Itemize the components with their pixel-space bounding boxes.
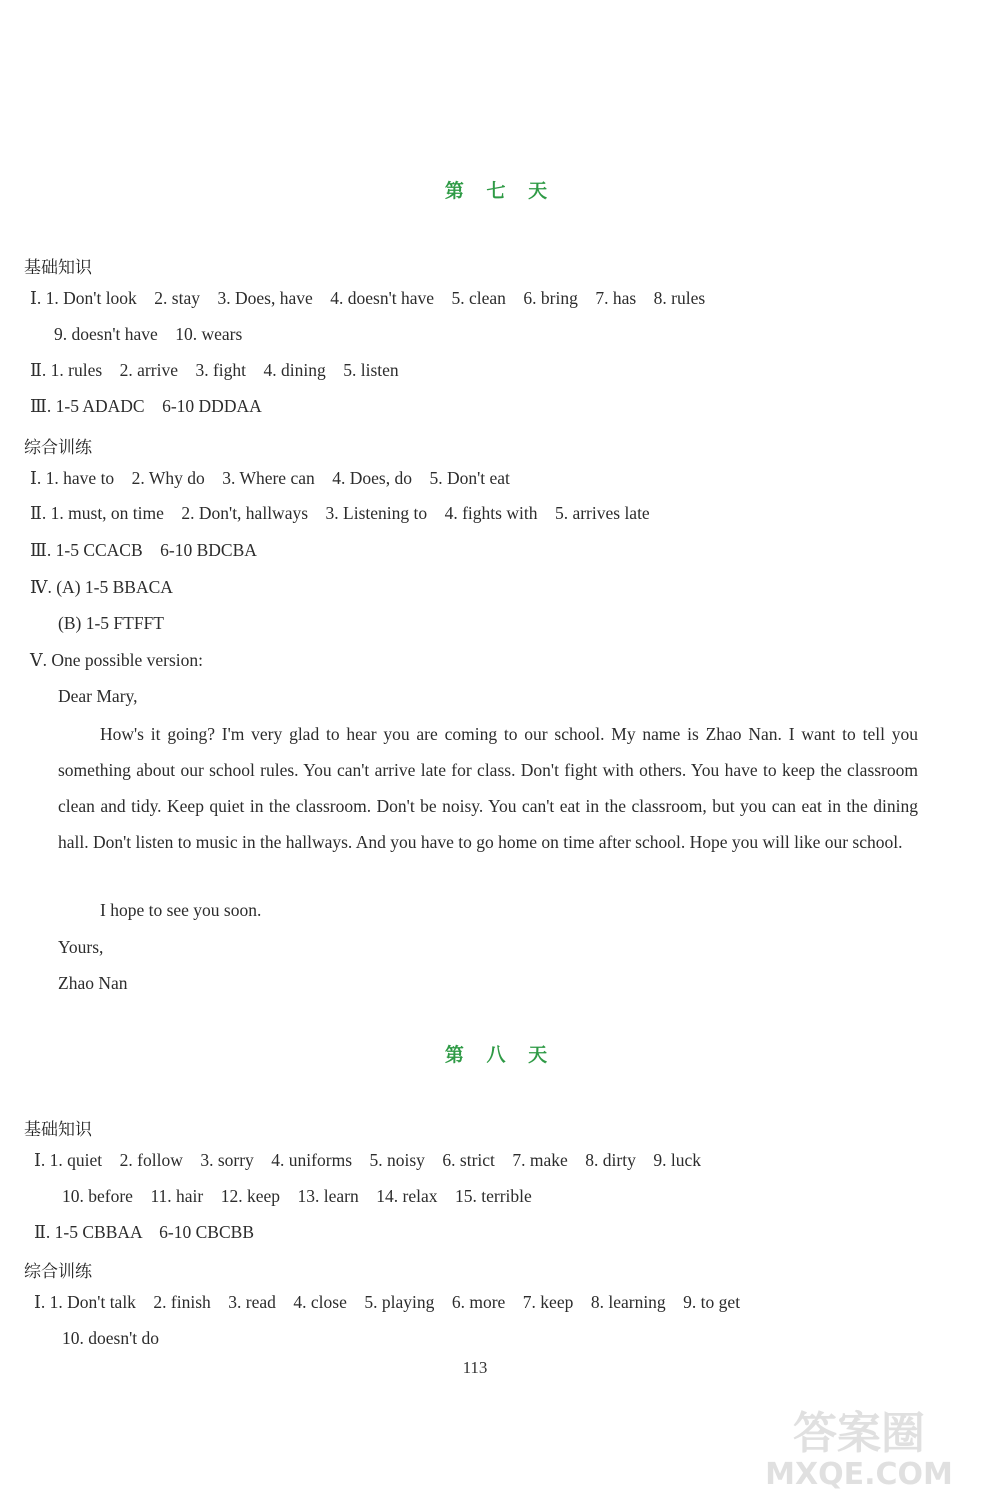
day7-title: 第 七 天 [444, 180, 556, 202]
day7-comp-line-3: Ⅲ. 1-5 CCACB 6-10 BDCBA [30, 540, 257, 560]
letter-closing-line: I hope to see you soon. [100, 900, 262, 920]
letter-body-text: How's it going? I'm very glad to hear you are coming to our school. My name is Zhao Nan. I want to tell you something about our school rules. You can't arrive late for class. Don't fight with others. You have to keep the classroom clean and tidy. Keep quiet in the classroom. Don't be noisy. You can't eat in the classroom, but you can eat in the dining hall. Don't listen to music in the hallways. And you have to go home on time after school. Hope you will like our school. [58, 724, 918, 852]
letter-signoff: Yours, [58, 937, 104, 957]
day8-title: 第 八 天 [444, 1044, 556, 1066]
day7-comp-line-5: (B) 1-5 FTFFT [58, 613, 164, 633]
page-number: 113 [462, 1358, 488, 1377]
day7-comp-line-6: Ⅴ. One possible version: [30, 650, 204, 670]
day7-basic-line-4: Ⅲ. 1-5 ADADC 6-10 DDDAA [30, 396, 262, 416]
day7-comp-line-4: Ⅳ. (A) 1-5 BBACA [30, 577, 173, 597]
day8-comp-line-1: Ⅰ. 1. Don't talk 2. finish 3. read 4. close 5. playing 6. more 7. keep 8. learning 9. to get [34, 1292, 741, 1312]
day7-comp-line-2: Ⅱ. 1. must, on time 2. Don't, hallways 3. Listening to 4. fights with 5. arrives late [30, 503, 650, 523]
day8-basic-line-3: Ⅱ. 1-5 CBBAA 6-10 CBCBB [34, 1222, 254, 1242]
day7-basic-heading: 基础知识 [24, 258, 92, 278]
day8-basic-line-1: Ⅰ. 1. quiet 2. follow 3. sorry 4. uniforms 5. noisy 6. strict 7. make 8. dirty 9. luck [34, 1150, 701, 1170]
letter-signature: Zhao Nan [58, 973, 128, 993]
day7-comprehensive-heading: 综合训练 [24, 438, 92, 458]
day7-basic-line-3: Ⅱ. 1. rules 2. arrive 3. fight 4. dining 5. listen [30, 360, 399, 380]
day8-comprehensive-heading: 综合训练 [24, 1262, 92, 1282]
letter-body [58, 716, 918, 860]
letter-greeting: Dear Mary, [58, 686, 138, 706]
watermark-logo [724, 1398, 994, 1490]
day8-basic-line-2: 10. before 11. hair 12. keep 13. learn 14. relax 15. terrible [62, 1186, 532, 1206]
day7-comp-line-1: Ⅰ. 1. have to 2. Why do 3. Where can 4. Does, do 5. Don't eat [30, 468, 510, 488]
day8-comp-line-2: 10. doesn't do [62, 1328, 159, 1348]
day8-basic-heading: 基础知识 [24, 1120, 92, 1140]
watermark-logo-text: 答案圈 [793, 1408, 925, 1459]
day7-basic-line-2: 9. doesn't have 10. wears [54, 324, 243, 344]
watermark-url: MXQE.COM [765, 1457, 953, 1490]
day7-basic-line-1: Ⅰ. 1. Don't look 2. stay 3. Does, have 4. doesn't have 5. clean 6. bring 7. has 8. rules [30, 288, 706, 308]
